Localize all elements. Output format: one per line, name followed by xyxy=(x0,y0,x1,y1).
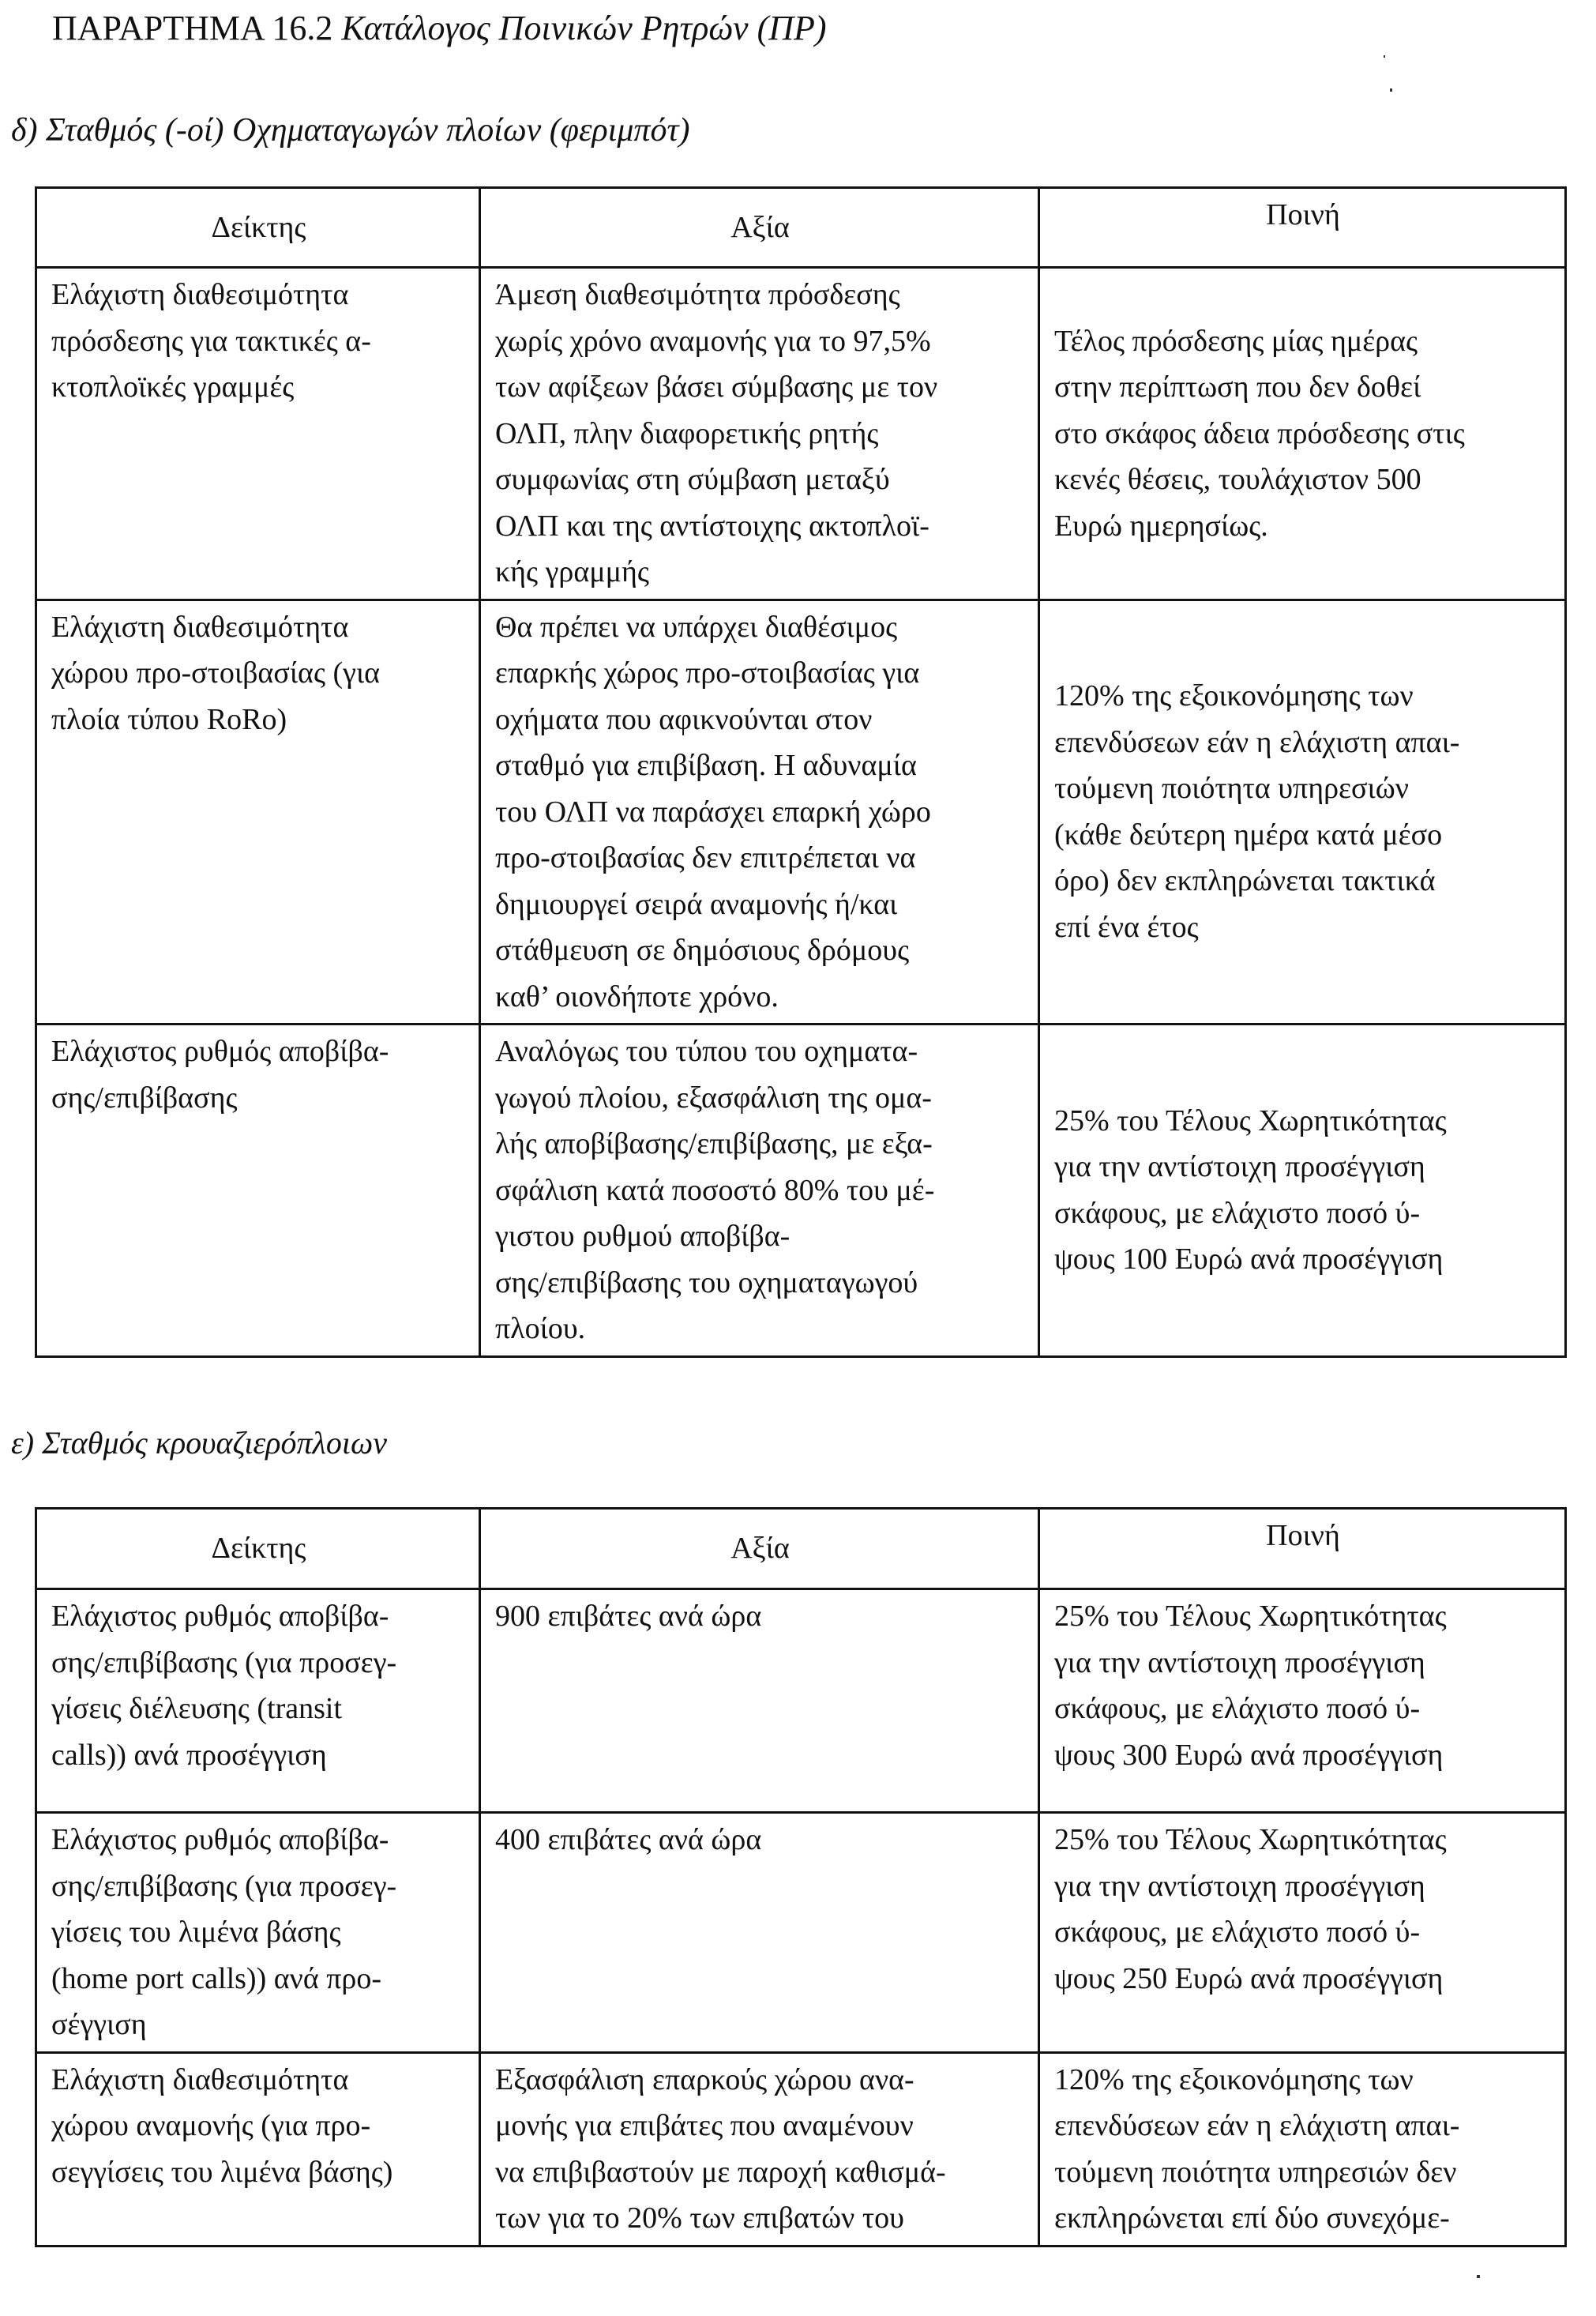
penalty-text-line: ψους 100 Ευρώ ανά προσέγγιση xyxy=(1054,1243,1444,1276)
value-text-line: Άμεση διαθεσιμότητα πρόσδεσης xyxy=(495,278,900,311)
penalty-text-line: όρο) δεν εκπληρώνεται τακτικά xyxy=(1054,864,1436,898)
cell-value xyxy=(480,2052,1039,2246)
value-text-line: κής γραμμής xyxy=(495,555,649,588)
value-text-line: Εξασφάλιση επαρκούς χώρου ανα- xyxy=(495,2062,914,2096)
section-d-heading: δ) Σταθμός (-οί) Οχηματαγωγών πλοίων (φεριμπότ) xyxy=(11,112,690,149)
penalty-text-line: τούμενη ποιότητα υπηρεσιών δεν xyxy=(1054,2155,1457,2189)
cell-value xyxy=(480,1813,1039,2053)
table-row xyxy=(36,1589,1566,1813)
indicator-text-line: σης/επιβίβασης (για προσεγ- xyxy=(51,1869,397,1903)
penalty-text-line: 25% του Τέλους Χωρητικότητας xyxy=(1054,1823,1447,1856)
penalty-text-line: επενδύσεων εάν η ελάχιστη απαι- xyxy=(1054,2109,1460,2142)
penalty-text-line: για την αντίστοιχη προσέγγιση xyxy=(1054,1645,1425,1679)
cell-penalty xyxy=(1039,600,1566,1025)
cell-penalty xyxy=(1039,2052,1566,2246)
value-text-line: σφάλιση κατά ποσοστό 80% του μέ- xyxy=(495,1173,935,1207)
value-text-line: σταθμό για επιβίβαση. Η αδυναμία xyxy=(495,749,917,782)
indicator-text-line: (home port calls)) ανά προ- xyxy=(51,1961,382,1995)
indicator-text-line: κτοπλοϊκές γραμμές xyxy=(51,370,295,404)
value-text-line: συμφωνίας στη σύμβαση μεταξύ xyxy=(495,463,890,496)
penalty-text-line: επί ένα έτος xyxy=(1054,910,1199,944)
indicator-text-line: Ελάχιστος ρυθμός αποβίβα- xyxy=(51,1823,389,1856)
cell-value xyxy=(480,268,1039,600)
indicator-text-line: σεγγίσεις του λιμένα βάσης) xyxy=(51,2155,393,2189)
penalty-text-line: επενδύσεων εάν η ελάχιστη απαι- xyxy=(1054,725,1460,759)
scan-speck xyxy=(1384,55,1385,58)
indicator-text-line: calls)) ανά προσέγγιση xyxy=(51,1738,327,1772)
penalty-text-line: Τέλος πρόσδεσης μίας ημέρας xyxy=(1054,324,1418,358)
cell-indicator xyxy=(36,1025,480,1357)
title-italic: Κατάλογος Ποινικών Ρητρών (ΠΡ) xyxy=(341,9,827,47)
value-text-line: δημιουργεί σειρά αναμονής ή/και xyxy=(495,887,898,921)
indicator-text-line: γίσεις διέλευσης (transit xyxy=(51,1692,343,1725)
indicator-text-line: πρόσδεσης για τακτικές α- xyxy=(51,324,371,358)
value-text-line: γωγού πλοίου, εξασφάλιση της ομα- xyxy=(495,1081,932,1115)
section-e-heading: ε) Σταθμός κρουαζιερόπλοιων xyxy=(11,1425,387,1461)
column-header-penalty: Ποινή xyxy=(1039,188,1566,268)
cell-penalty xyxy=(1039,1813,1566,2053)
penalty-text-line: τούμενη ποιότητα υπηρεσιών xyxy=(1054,772,1409,806)
penalty-text-line: για την αντίστοιχη προσέγγιση xyxy=(1054,1869,1425,1903)
column-header-indicator: Δείκτης xyxy=(36,1509,480,1589)
scan-speck xyxy=(1477,2275,1480,2278)
value-text-line: γιστου ρυθμού αποβίβα- xyxy=(495,1220,790,1253)
table-row xyxy=(36,2052,1566,2246)
penalty-text-line: 120% της εξοικονόμησης των xyxy=(1054,679,1414,713)
penalty-text-line: 25% του Τέλους Χωρητικότητας xyxy=(1054,1600,1447,1633)
cruise-penalty-table xyxy=(35,1507,1567,2247)
indicator-text-line: σης/επιβίβασης (για προσεγ- xyxy=(51,1645,397,1679)
value-text-line: σης/επιβίβασης του οχηματαγωγού xyxy=(495,1265,918,1299)
table-header-row xyxy=(36,188,1566,268)
indicator-text-line: χώρου αναμονής (για προ- xyxy=(51,2109,371,2142)
penalty-text-line: (κάθε δεύτερη ημέρα κατά μέσο xyxy=(1054,818,1443,852)
value-text-line: του ΟΛΠ να παράσχει επαρκή χώρο xyxy=(495,795,931,829)
value-text-line: 400 επιβάτες ανά ώρα xyxy=(495,1823,762,1856)
cell-value xyxy=(480,600,1039,1025)
cell-penalty xyxy=(1039,1025,1566,1357)
penalty-text-line: 120% της εξοικονόμησης των xyxy=(1054,2062,1414,2096)
cell-indicator xyxy=(36,268,480,600)
indicator-text-line: Ελάχιστη διαθεσιμότητα xyxy=(51,2062,349,2096)
value-text-line: Θα πρέπει να υπάρχει διαθέσιμος xyxy=(495,610,898,644)
value-text-line: χωρίς χρόνο αναμονής για το 97,5% xyxy=(495,324,931,358)
indicator-text-line: πλοία τύπου RoRo) xyxy=(51,702,287,736)
indicator-text-line: Ελάχιστη διαθεσιμότητα xyxy=(51,278,349,311)
value-text-line: ΟΛΠ, πλην διαφορετικής ρητής xyxy=(495,416,879,450)
cell-penalty xyxy=(1039,268,1566,600)
penalty-text-line: σκάφους, με ελάχιστο ποσό ύ- xyxy=(1054,1196,1421,1230)
indicator-text-line: Ελάχιστος ρυθμός αποβίβα- xyxy=(51,1600,389,1633)
value-text-line: των για το 20% των επιβατών του xyxy=(495,2201,904,2235)
value-text-line: καθ’ οιονδήποτε χρόνο. xyxy=(495,979,779,1013)
value-text-line: πλοίου. xyxy=(495,1312,586,1345)
column-header-value: Αξία xyxy=(480,188,1039,268)
penalty-text-line: 25% του Τέλους Χωρητικότητας xyxy=(1054,1103,1447,1137)
cell-indicator xyxy=(36,2052,480,2246)
column-header-value: Αξία xyxy=(480,1509,1039,1589)
indicator-text-line: σέγγιση xyxy=(51,2008,147,2041)
table-row xyxy=(36,268,1566,600)
value-text-line: μονής για επιβάτες που αναμένουν xyxy=(495,2109,914,2142)
document-title xyxy=(52,6,827,51)
cell-value xyxy=(480,1589,1039,1813)
penalty-text-line: για την αντίστοιχη προσέγγιση xyxy=(1054,1150,1425,1184)
title-prefix: ΠΑΡΑΡΤΗΜΑ 16.2 xyxy=(52,9,333,47)
penalty-text-line: Ευρώ ημερησίως. xyxy=(1054,509,1268,543)
table-header-row xyxy=(36,1509,1566,1589)
value-text-line: Αναλόγως του τύπου του οχηματα- xyxy=(495,1035,918,1068)
penalty-text-line: ψους 250 Ευρώ ανά προσέγγιση xyxy=(1054,1961,1444,1995)
cell-value xyxy=(480,1025,1039,1357)
value-text-line: προ-στοιβασίας δεν επιτρέπεται να xyxy=(495,841,916,874)
value-text-line: των αφίξεων βάσει σύμβασης με τον xyxy=(495,370,938,404)
indicator-text-line: γίσεις του λιμένα βάσης xyxy=(51,1916,341,1949)
scan-speck xyxy=(1390,88,1392,92)
cell-indicator xyxy=(36,1589,480,1813)
penalty-text-line: ψους 300 Ευρώ ανά προσέγγιση xyxy=(1054,1738,1444,1772)
value-text-line: στάθμευση σε δημόσιους δρόμους xyxy=(495,934,910,967)
cell-penalty xyxy=(1039,1589,1566,1813)
penalty-text-line: κενές θέσεις, τουλάχιστον 500 xyxy=(1054,463,1421,496)
column-header-indicator: Δείκτης xyxy=(36,188,480,268)
penalty-text-line: στο σκάφος άδεια πρόσδεσης στις xyxy=(1054,416,1465,450)
indicator-text-line: Ελάχιστη διαθεσιμότητα xyxy=(51,610,349,644)
table-row xyxy=(36,1813,1566,2053)
penalty-text-line: σκάφους, με ελάχιστο ποσό ύ- xyxy=(1054,1916,1421,1949)
value-text-line: επαρκής χώρος προ-στοιβασίας για xyxy=(495,656,920,690)
ferry-penalty-table xyxy=(35,186,1567,1358)
penalty-text-line: στην περίπτωση που δεν δοθεί xyxy=(1054,370,1421,404)
value-text-line: οχήματα που αφικνούνται στον xyxy=(495,702,873,736)
indicator-text-line: Ελάχιστος ρυθμός αποβίβα- xyxy=(51,1035,389,1068)
table-row xyxy=(36,1025,1566,1357)
value-text-line: ΟΛΠ και της αντίστοιχης ακτοπλοϊ- xyxy=(495,509,929,543)
indicator-text-line: σης/επιβίβασης xyxy=(51,1081,238,1115)
value-text-line: λής αποβίβασης/επιβίβασης, με εξα- xyxy=(495,1127,933,1160)
table-row xyxy=(36,600,1566,1025)
cell-indicator xyxy=(36,600,480,1025)
cell-indicator xyxy=(36,1813,480,2053)
column-header-penalty: Ποινή xyxy=(1039,1509,1566,1589)
value-text-line: να επιβιβαστούν με παροχή καθισμά- xyxy=(495,2155,946,2189)
penalty-text-line: σκάφους, με ελάχιστο ποσό ύ- xyxy=(1054,1692,1421,1725)
penalty-text-line: εκπληρώνεται επί δύο συνεχόμε- xyxy=(1054,2201,1450,2235)
value-text-line: 900 επιβάτες ανά ώρα xyxy=(495,1600,762,1633)
indicator-text-line: χώρου προ-στοιβασίας (για xyxy=(51,656,381,690)
